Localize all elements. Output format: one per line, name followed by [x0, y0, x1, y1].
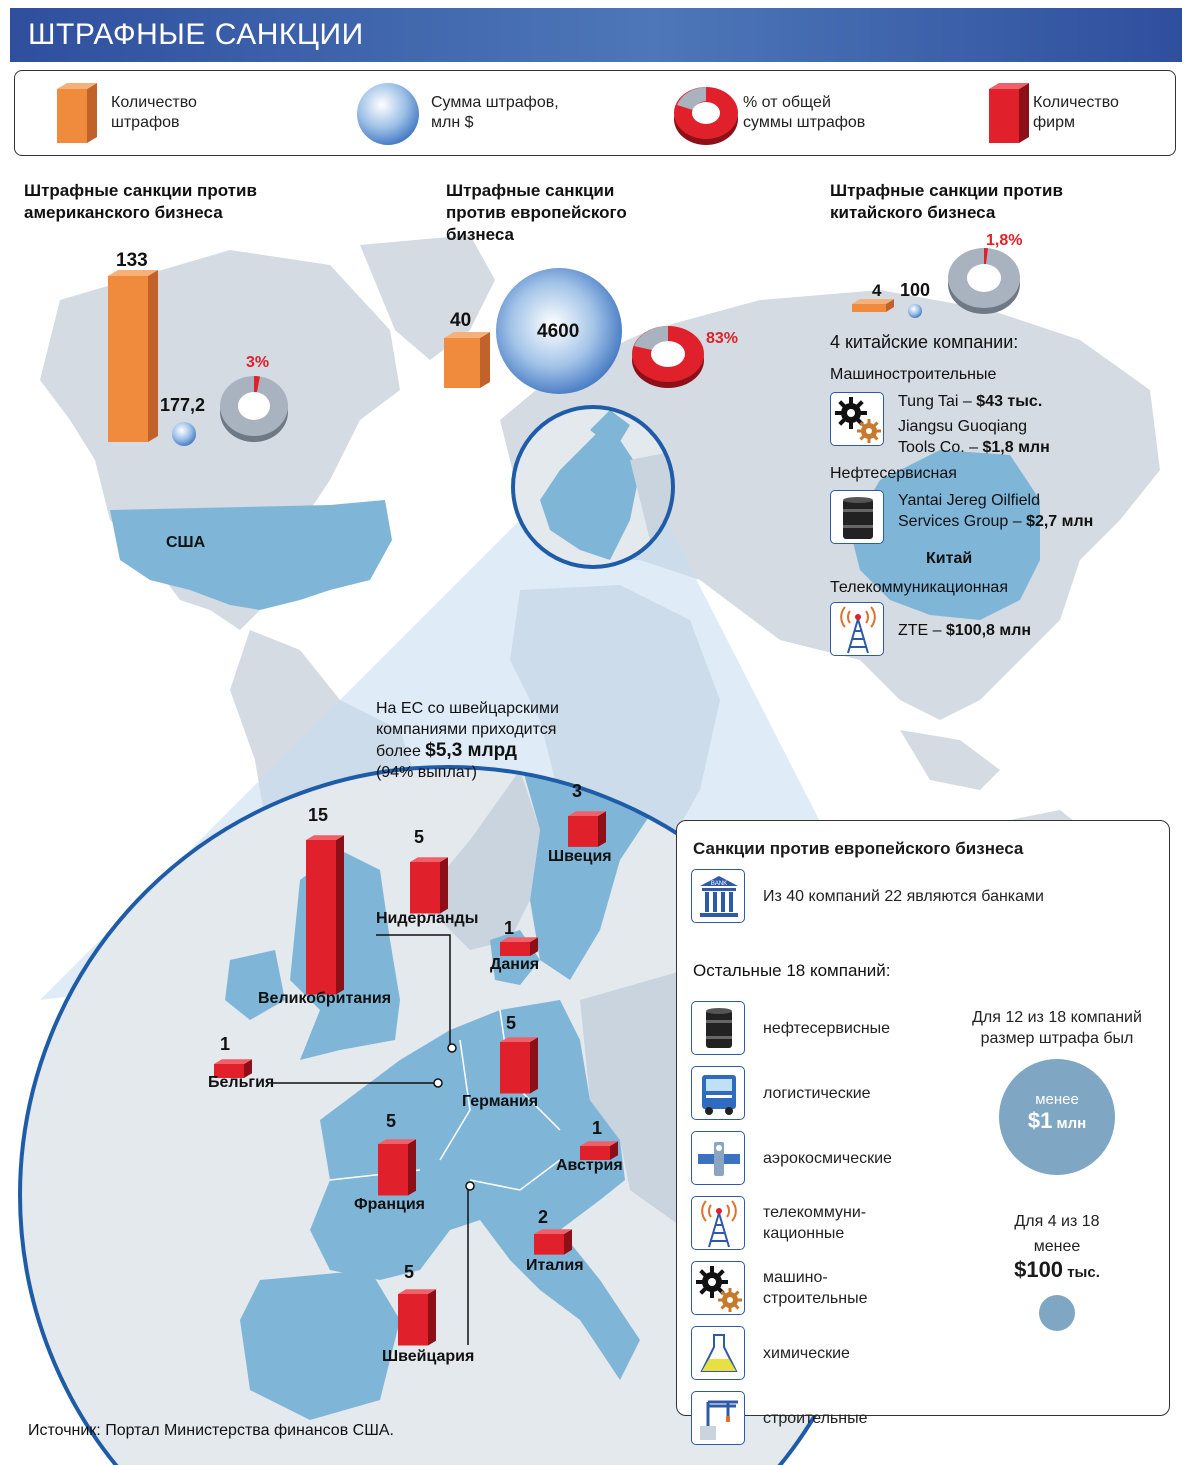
europe-sum-value: 4600 — [537, 321, 580, 342]
panel-others-title: Остальные 18 компаний: — [693, 961, 891, 980]
big-amount-unit: млн — [1052, 1115, 1087, 1132]
country-name-3: Дания — [490, 956, 540, 973]
usa-sum-value: 177,2 — [160, 395, 206, 415]
china-zte — [898, 620, 1031, 641]
europe-section-title: Штрафные санкции против европейского бизнеса — [446, 181, 627, 244]
orange-bar-icon — [57, 81, 101, 145]
legend-box — [14, 70, 1176, 156]
tung-tai-amount: $43 тыс. — [976, 393, 1043, 410]
big-amount-number: $1 — [1027, 1108, 1053, 1133]
country-bar-8 — [534, 1226, 574, 1257]
gears-icon — [830, 392, 884, 446]
category-gears-icon — [691, 1261, 745, 1315]
eu-note-line4: (94% выплат) — [376, 764, 477, 781]
europe-pct-donut — [630, 320, 706, 390]
jiangsu-name: Tools Co. – — [898, 439, 983, 456]
antenna-tower-icon — [830, 602, 884, 656]
eu-note-amount: $5,3 млрд — [425, 740, 517, 761]
europe-count-bar — [444, 330, 492, 390]
zte-amount: $100,8 млн — [946, 622, 1032, 639]
country-name-8: Италия — [526, 1257, 584, 1274]
china-yantai-line1: Yantai Jereg Oilfield — [898, 492, 1040, 509]
eu-note-line2: компаниями приходится — [376, 721, 557, 738]
panel-note-4: Для 4 из 18 — [1014, 1213, 1100, 1230]
china-section-title: Штрафные санкции против китайского бизнеса — [830, 181, 1063, 222]
zte-name: ZTE – — [898, 622, 947, 639]
country-firms-6: 5 — [386, 1111, 397, 1131]
category-truck-icon — [691, 1066, 745, 1120]
china-companies-title: 4 китайские компании: — [830, 332, 1019, 352]
small-amount-unit: тыс. — [1063, 1264, 1100, 1281]
category-oil-barrel-icon — [691, 1001, 745, 1055]
country-bar-6 — [378, 1136, 418, 1198]
indonesia-land — [900, 730, 1000, 790]
china-tung-tai — [898, 391, 1042, 412]
yantai-amount: $2,7 млн — [1026, 513, 1094, 530]
small-amount-number: $100 — [1014, 1257, 1064, 1282]
small-amount-less: менее — [1033, 1238, 1081, 1255]
country-name-9: Швейцария — [382, 1348, 475, 1365]
usa-sum-sphere — [170, 420, 198, 448]
panel-title: Санкции против европейского бизнеса — [693, 839, 1024, 858]
usa-pct-value: 3% — [246, 354, 270, 371]
country-firms-7: 1 — [592, 1118, 603, 1138]
category-label-3: телекоммуни- кационные — [763, 1204, 867, 1242]
small-amount-value — [957, 1257, 1157, 1283]
china-sum-sphere — [906, 302, 924, 320]
category-label-4: машино- строительные — [763, 1269, 868, 1307]
china-pct-value: 1,8% — [986, 232, 1023, 249]
china-jiangsu-line1: Jiangsu Guoqiang — [898, 418, 1027, 435]
legend-count-label: Количество штрафов — [111, 94, 197, 131]
big-amount-circle — [999, 1059, 1115, 1175]
bank-icon — [691, 869, 745, 923]
country-name-1: Нидерланды — [376, 910, 479, 927]
country-name-5: Германия — [462, 1093, 539, 1110]
china-country-label: Китай — [926, 550, 973, 567]
country-firms-2: 3 — [572, 781, 583, 801]
blue-sphere-icon — [355, 81, 421, 147]
big-amount-value — [999, 1108, 1115, 1134]
china-telecom-label: Телекоммуникационная — [830, 579, 1008, 596]
category-label-5: химические — [763, 1344, 850, 1362]
china-yantai-line2 — [898, 511, 1093, 532]
tung-tai-name: Tung Tai – — [898, 393, 977, 410]
legend-pct-label: % от общей суммы штрафов — [743, 94, 866, 131]
country-name-0: Великобритания — [258, 990, 392, 1007]
country-firms-5: 5 — [506, 1013, 517, 1033]
red-bar-icon — [989, 81, 1033, 145]
page-title: ШТРАФНЫЕ САНКЦИИ — [28, 18, 364, 51]
country-firms-9: 5 — [404, 1262, 415, 1282]
country-bar-2 — [568, 808, 608, 849]
bank-icon-word: BANK — [710, 881, 728, 887]
china-oil-label: Нефтесервисная — [830, 465, 957, 482]
eu-note-line1: На ЕС со швейцарскими — [376, 700, 559, 717]
china-jiangsu-line2 — [898, 437, 1050, 458]
usa-count-bar — [108, 268, 160, 444]
big-amount-less: менее — [1035, 1091, 1079, 1108]
usa-highlight — [110, 500, 392, 610]
category-flask-icon — [691, 1326, 745, 1380]
category-label-6: строительные — [763, 1409, 868, 1427]
country-firms-1: 5 — [414, 827, 425, 847]
country-bar-9 — [398, 1286, 438, 1348]
panel-banks-text: Из 40 компаний 22 являются банками — [763, 888, 1044, 905]
category-antenna-tower-icon — [691, 1196, 745, 1250]
china-count-value: 4 — [872, 281, 882, 300]
legend-firms-label: Количество фирм — [1033, 94, 1119, 131]
category-satellite-icon — [691, 1131, 745, 1185]
country-name-7: Австрия — [556, 1157, 623, 1174]
usa-pct-donut — [218, 372, 290, 444]
small-amount-circle — [1039, 1295, 1075, 1331]
china-sum-value: 100 — [900, 280, 931, 300]
donut-icon — [671, 81, 741, 147]
china-machine-label: Машиностроительные — [830, 366, 997, 383]
country-firms-4: 1 — [220, 1034, 231, 1054]
eu-note — [376, 698, 559, 783]
country-bar-0 — [306, 832, 346, 997]
country-name-2: Швеция — [548, 848, 612, 865]
eu-note-more: более — [376, 743, 426, 760]
oil-barrel-icon — [830, 490, 884, 544]
category-label-0: нефтесервисные — [763, 1019, 891, 1037]
category-label-1: логистические — [763, 1084, 871, 1102]
europe-count-value: 40 — [450, 310, 472, 331]
country-firms-0: 15 — [308, 805, 329, 825]
country-name-6: Франция — [354, 1196, 425, 1213]
usa-section-title: Штрафные санкции против американского бизнеса — [24, 181, 257, 222]
country-firms-8: 2 — [538, 1207, 549, 1227]
category-label-2: аэрокосмические — [763, 1149, 892, 1167]
country-name-4: Бельгия — [208, 1074, 275, 1091]
usa-country-label: США — [166, 534, 206, 551]
europe-sanctions-panel — [676, 820, 1170, 1427]
china-pct-donut — [946, 244, 1022, 316]
europe-pct-value: 83% — [706, 330, 739, 347]
category-crane-icon — [691, 1391, 745, 1445]
usa-count-value: 133 — [116, 250, 148, 271]
source-note: Источник: Портал Министерства финансов США. — [28, 1422, 394, 1439]
panel-note-12: Для 12 из 18 компаний размер штрафа был — [972, 1009, 1142, 1047]
yantai-name: Services Group – — [898, 513, 1027, 530]
country-firms-3: 1 — [504, 918, 515, 938]
country-bar-1 — [410, 854, 450, 916]
jiangsu-amount: $1,8 млн — [982, 439, 1050, 456]
country-bar-5 — [500, 1034, 540, 1096]
eu-note-line3 — [376, 740, 559, 762]
legend-sum-label: Сумма штрафов, млн $ — [431, 94, 559, 131]
header-bar — [10, 8, 1182, 62]
